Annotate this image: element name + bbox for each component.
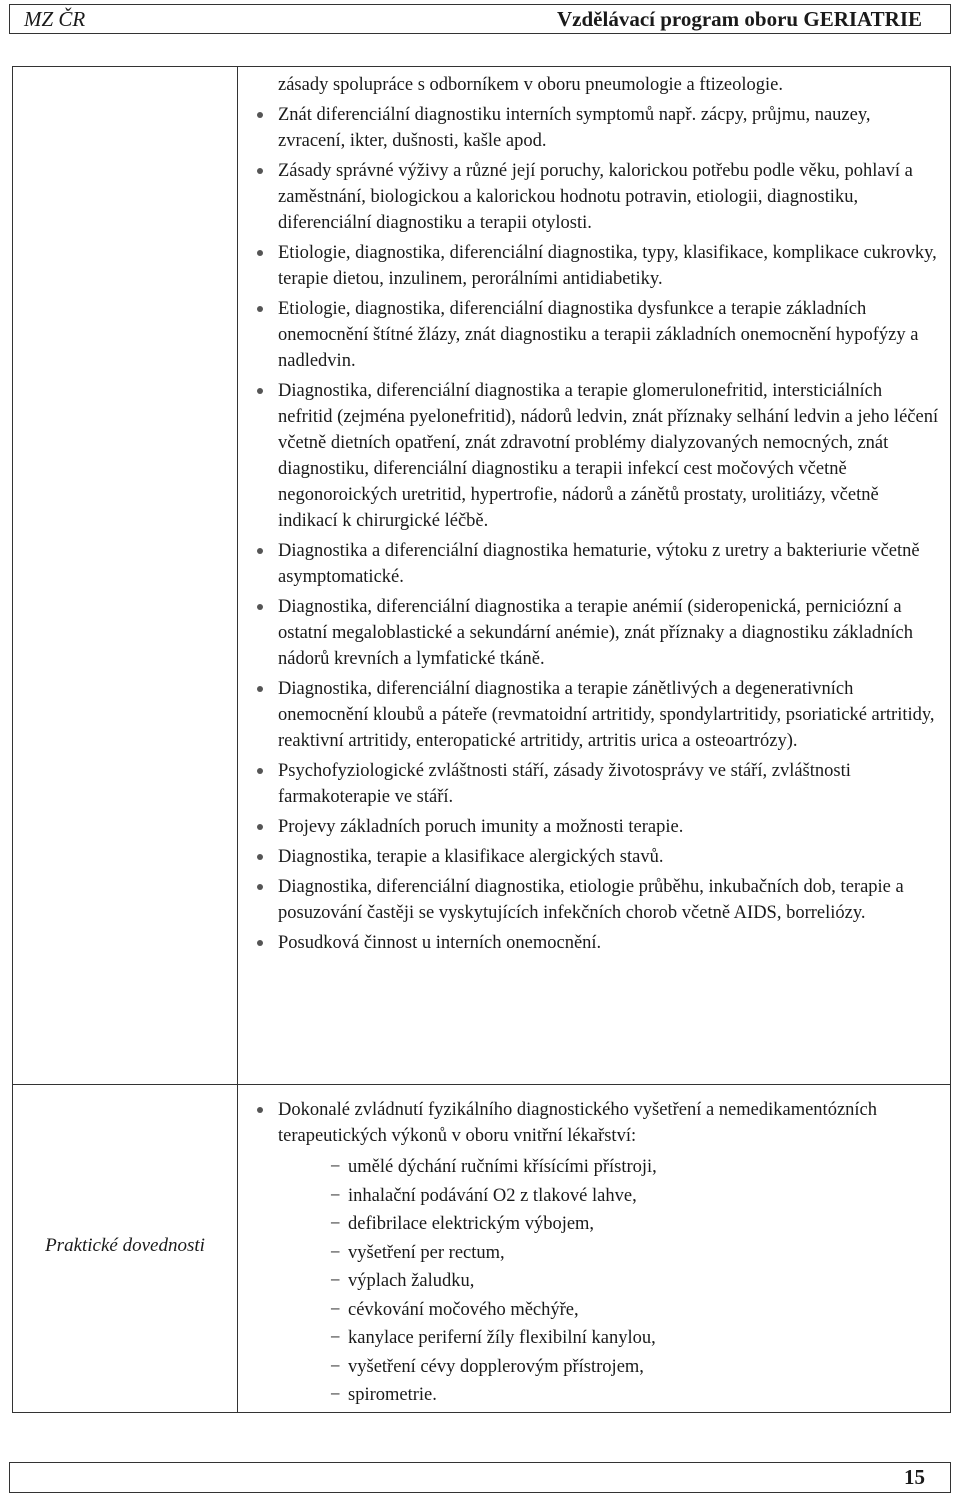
- sub-list-item: [330, 1267, 940, 1296]
- list-item-text: Projevy základních poruch imunity a možnosti terapie.: [278, 817, 684, 837]
- list-item-text: Psychofyziologické zvláštnosti stáří, zásady životosprávy ve stáří, zvláštnosti farmakoterapie ve stáří.: [278, 761, 851, 807]
- list-item-text: Diagnostika a diferenciální diagnostika hematurie, výtoku z uretry a bakteriurie včetně asymptomatické.: [278, 541, 920, 587]
- sub-list-item-text: cévkování močového měchýře,: [348, 1299, 579, 1320]
- list-item: [278, 538, 940, 590]
- list-item: [278, 378, 940, 534]
- list-item: [278, 102, 940, 154]
- list-item-text: Zásady správné výživy a různé její poruchy, kalorickou potřebu podle věku, pohlaví a zaměstnání, biologickou a kalorickou hodnotu potravin, etiologii, diagnostiku, diferenciální diagnostiku a terapii otylosti.: [278, 161, 913, 233]
- list-item: [278, 814, 940, 840]
- list-item: [278, 874, 940, 926]
- list-item-text: Etiologie, diagnostika, diferenciální diagnostika, typy, klasifikace, komplikace cukrovky, terapie dietou, inzulinem, perorálními antidiabetiky.: [278, 243, 937, 289]
- bullet-icon: [257, 940, 263, 946]
- list-item-text: Posudková činnost u interních onemocnění.: [278, 933, 602, 953]
- dash-icon: −: [330, 1385, 341, 1405]
- list-item-text: Diagnostika, diferenciální diagnostika, etiologie průběhu, inkubačních dob, terapie a posuzování častěji se vyskytujících infekčních chorob včetně AIDS, borreliózy.: [278, 877, 904, 923]
- list-item-text: Etiologie, diagnostika, diferenciální diagnostika dysfunkce a terapie základních onemocnění štítné žlázy, znát diagnostiku a terapii základních onemocnění hypofýzy a nadledvin.: [278, 299, 919, 371]
- list-item-text: Diagnostika, diferenciální diagnostika a terapie anémií (sideropenická, perniciózní a ostatní megaloblastické a sekundární anémie), znát příznaky a diagnostiku základních nádorů krevních a lymfatické tkáně.: [278, 597, 913, 669]
- sub-list-item-text: vyšetření cévy dopplerovým přístrojem,: [348, 1356, 644, 1377]
- list-item-text: Diagnostika, diferenciální diagnostika a terapie glomerulonefritid, intersticiálních nefritid (zejména pyelonefritid), nádorů ledvin, znát příznaky selhání ledvin a jeho léčení včetně dietních opatření, znát zdravotní problémy dialyzovaných nemocných, znát diagnostiku, diferenciální diagnostiku a terapii infekcí cest močových včetně negonoroických uretritid, hypertrofie, nádorů a zánětů prostaty, urolitiázy, včetně indikací k chirurgické léčbě.: [278, 381, 939, 531]
- bullet-icon: [257, 168, 263, 174]
- page-number: 15: [904, 1465, 925, 1489]
- list-item: [278, 240, 940, 292]
- bullet-icon: [257, 250, 263, 256]
- sub-list-item: [330, 1324, 940, 1353]
- row-divider: [13, 1084, 950, 1085]
- sub-list-item-text: defibrilace elektrickým výbojem,: [348, 1214, 595, 1234]
- bullet-icon: [257, 768, 263, 774]
- sub-list-item-text: kanylace periferní žíly flexibilní kanylou,: [348, 1328, 656, 1348]
- sub-list-item: [330, 1153, 940, 1182]
- knowledge-cell: [278, 72, 940, 960]
- list-item: [278, 844, 940, 870]
- bullet-icon: [257, 854, 263, 860]
- list-item: [278, 676, 940, 754]
- list-item: [278, 594, 940, 672]
- dash-icon: −: [330, 1157, 341, 1177]
- sub-list-item-text: inhalační podávání O2 z tlakové lahve,: [348, 1185, 637, 1206]
- knowledge-list: [278, 102, 940, 956]
- bullet-icon: [257, 388, 263, 394]
- page-header: [9, 4, 951, 34]
- dash-icon: −: [330, 1242, 341, 1263]
- sub-list-item-text: vyšetření per rectum,: [348, 1242, 505, 1263]
- bullet-icon: [257, 686, 263, 692]
- bullet-icon: [257, 306, 263, 312]
- dash-icon: −: [330, 1185, 341, 1206]
- list-item-text: Diagnostika, terapie a klasifikace alergických stavů.: [278, 847, 664, 867]
- dash-icon: −: [330, 1328, 341, 1348]
- continued-item-text: zásady spolupráce s odborníkem v oboru pneumologie a ftizeologie.: [278, 75, 784, 95]
- skills-cell: [278, 1097, 940, 1414]
- skills-sublist: [330, 1153, 940, 1410]
- bullet-icon: [257, 604, 263, 610]
- dash-icon: −: [330, 1214, 341, 1234]
- page-footer: [9, 1462, 951, 1493]
- sub-list-item: [330, 1381, 940, 1410]
- skills-list: [278, 1097, 940, 1410]
- sub-list-item: [330, 1239, 940, 1268]
- sub-list-item: [330, 1210, 940, 1239]
- list-item-text: Diagnostika, diferenciální diagnostika a terapie zánětlivých a degenerativních onemocnění kloubů a páteře (revmatoidní artritidy, spondylartritidy, psoriatické artritidy, reaktivní artritidy, enteropatické artritidy, artritis urica a osteoartrózy).: [278, 679, 935, 751]
- sub-list-item-text: spirometrie.: [348, 1385, 437, 1405]
- dash-icon: −: [330, 1299, 341, 1320]
- sub-list-item: [330, 1182, 940, 1211]
- list-item: [278, 296, 940, 374]
- column-divider: [237, 67, 238, 1412]
- section-label-practical-skills: Praktické dovednosti: [45, 1235, 205, 1256]
- list-item: [278, 930, 940, 956]
- bullet-icon: [257, 884, 263, 890]
- sub-list-item-text: výplach žaludku,: [348, 1271, 475, 1291]
- sub-list-item: [330, 1296, 940, 1325]
- bullet-icon: [257, 824, 263, 830]
- dash-icon: −: [330, 1271, 341, 1291]
- list-item-text: Znát diferenciální diagnostiku interních symptomů např. zácpy, průjmu, nauzey, zvracení, ikter, dušnosti, kašle apod.: [278, 105, 871, 151]
- bullet-icon: [257, 112, 263, 118]
- bullet-icon: [257, 1107, 263, 1113]
- header-ministry: MZ ČR: [24, 7, 86, 31]
- sub-list-item: [330, 1353, 940, 1382]
- list-item: [278, 158, 940, 236]
- list-item: [278, 1097, 940, 1410]
- skills-intro: Dokonalé zvládnutí fyzikálního diagnostického vyšetření a nemedikamentózních terapeutických výkonů v oboru vnitřní lékařství:: [278, 1100, 878, 1146]
- dash-icon: −: [330, 1356, 341, 1377]
- header-title: Vzdělávací program oboru GERIATRIE: [557, 7, 922, 31]
- bullet-icon: [257, 548, 263, 554]
- list-item: [278, 758, 940, 810]
- sub-list-item-text: umělé dýchání ručními křísícími přístroji,: [348, 1157, 657, 1177]
